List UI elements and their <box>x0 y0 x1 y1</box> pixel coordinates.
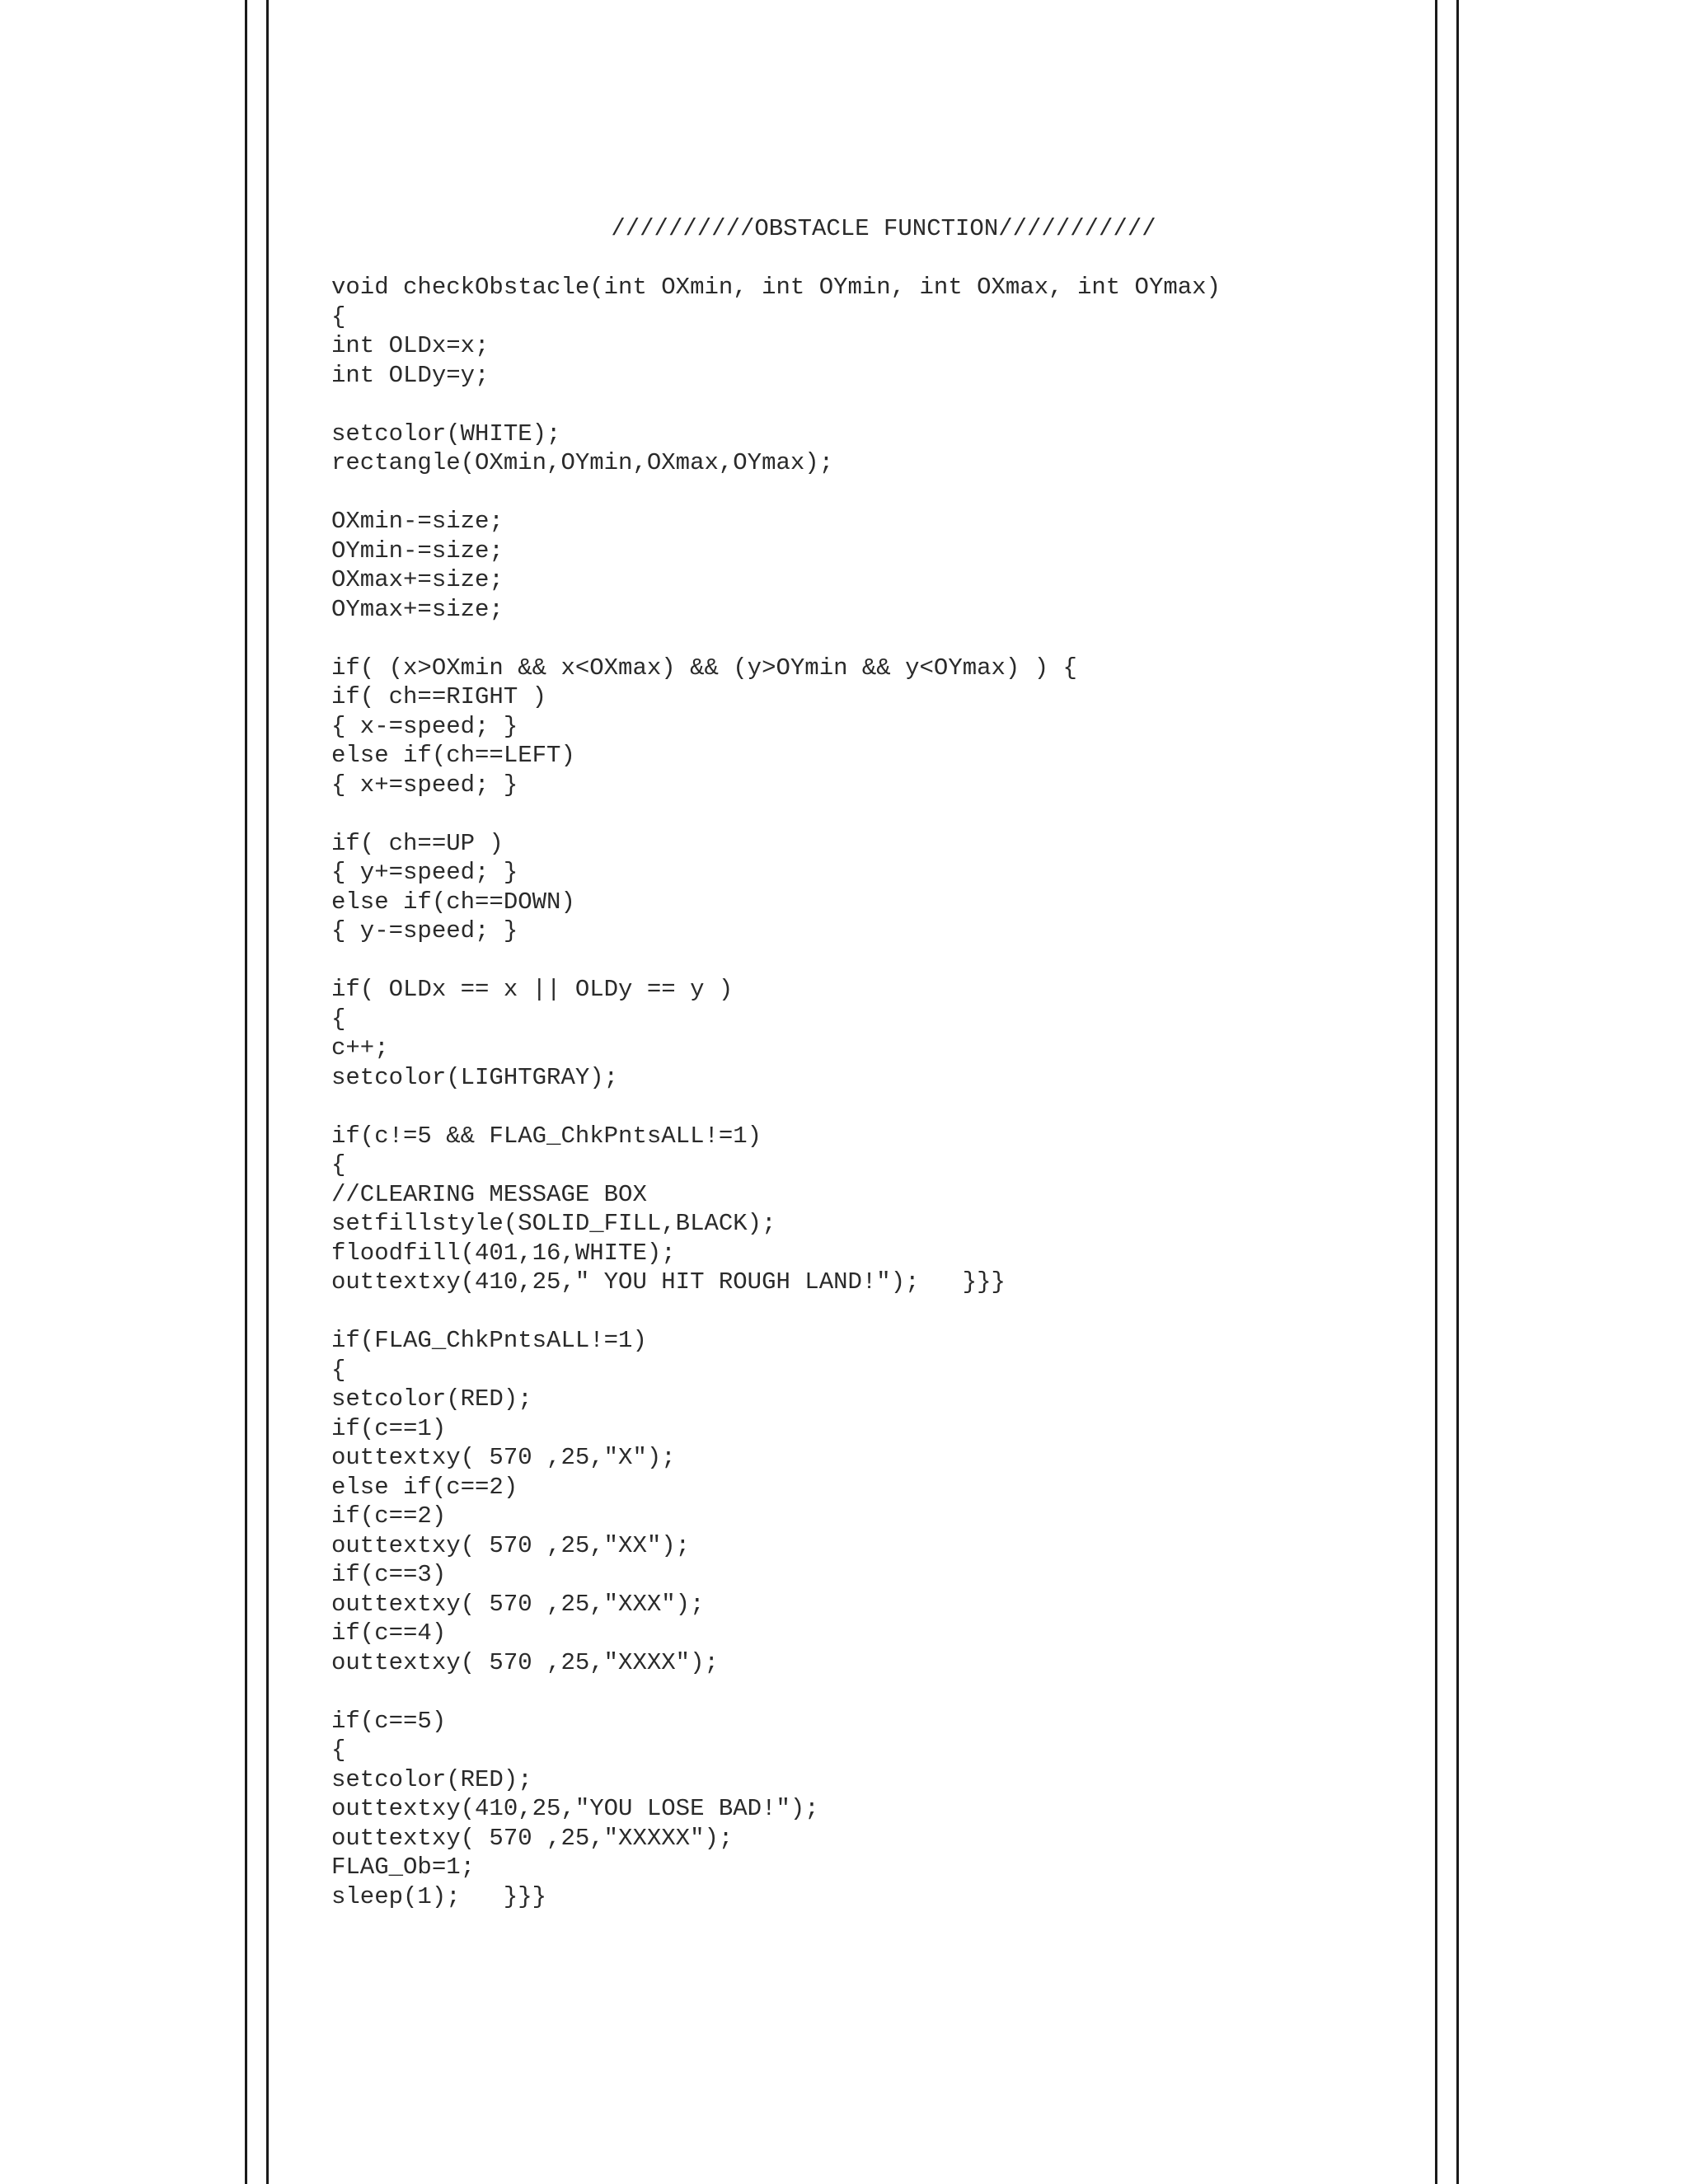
section-heading: //////////OBSTACLE FUNCTION/////////// <box>611 215 1156 242</box>
code-line: if(FLAG_ChkPntsALL!=1) <box>331 1327 647 1354</box>
code-line: if(c==5) <box>331 1707 447 1735</box>
code-line: setfillstyle(SOLID_FILL,BLACK); <box>331 1210 776 1237</box>
code-line: outtextxy( 570 ,25,"XX"); <box>331 1531 691 1559</box>
code-line: if( ch==RIGHT ) <box>331 683 547 710</box>
code-line: { y+=speed; } <box>331 859 518 886</box>
code-line <box>331 478 1221 508</box>
code-line: setcolor(WHITE); <box>331 419 561 448</box>
code-line <box>331 1092 1221 1122</box>
code-line <box>331 1297 1221 1327</box>
page-border-outer-right <box>1456 0 1459 2184</box>
code-line: setcolor(RED); <box>331 1765 532 1793</box>
code-line <box>331 1677 1221 1707</box>
code-line: floodfill(401,16,WHITE); <box>331 1239 676 1267</box>
code-line <box>331 624 1221 654</box>
code-line: outtextxy( 570 ,25,"XXX"); <box>331 1590 705 1618</box>
code-line: OXmin-=size; <box>331 508 504 535</box>
code-line: FLAG_Ob=1; <box>331 1854 476 1881</box>
page-border-inner-right <box>1435 0 1437 2184</box>
code-line: { <box>331 1736 346 1764</box>
code-line: outtextxy(410,25," YOU HIT ROUGH LAND!"); }}} <box>331 1268 1006 1296</box>
code-line: int OLDx=x; <box>331 332 490 359</box>
code-line: { <box>331 1151 346 1179</box>
code-line: OYmax+=size; <box>331 595 504 623</box>
code-line: { x+=speed; } <box>331 771 518 799</box>
code-line: if(c==3) <box>331 1561 447 1588</box>
code-line: c++; <box>331 1034 389 1062</box>
code-line <box>331 390 1221 419</box>
code-line: { <box>331 1356 346 1384</box>
code-line: OYmin-=size; <box>331 537 504 565</box>
code-line: else if(ch==DOWN) <box>331 888 575 916</box>
code-line: if(c!=5 && FLAG_ChkPntsALL!=1) <box>331 1122 762 1150</box>
code-line: OXmax+=size; <box>331 566 504 593</box>
code-line: { <box>331 302 346 330</box>
code-line: //CLEARING MESSAGE BOX <box>331 1180 647 1208</box>
code-line: { y-=speed; } <box>331 917 518 944</box>
code-line: if( OLDx == x || OLDy == y ) <box>331 976 734 1003</box>
code-line: outtextxy(410,25,"YOU LOSE BAD!"); <box>331 1795 819 1822</box>
code-line: if(c==1) <box>331 1414 447 1442</box>
code-line: setcolor(LIGHTGRAY); <box>331 1063 619 1091</box>
code-line: sleep(1); }}} <box>331 1882 547 1910</box>
code-line: else if(c==2) <box>331 1473 518 1501</box>
code-line: { x-=speed; } <box>331 712 518 740</box>
code-listing <box>331 273 1221 1911</box>
code-line <box>331 946 1221 976</box>
code-line: void checkObstacle(int OXmin, int OYmin, int OXmax, int OYmax) <box>331 274 1221 301</box>
code-line: outtextxy( 570 ,25,"XXXX"); <box>331 1648 719 1676</box>
code-line: outtextxy( 570 ,25,"X"); <box>331 1444 676 1471</box>
page-border-outer-left <box>245 0 247 2184</box>
code-line: rectangle(OXmin,OYmin,OXmax,OYmax); <box>331 449 834 476</box>
code-line: if( (x>OXmin && x<OXmax) && (y>OYmin && y<OYmax) ) { <box>331 654 1077 682</box>
code-line: if(c==4) <box>331 1619 447 1647</box>
code-line <box>331 799 1221 829</box>
code-line: if( ch==UP ) <box>331 829 504 857</box>
code-line: { <box>331 1005 346 1033</box>
page-border-inner-left <box>266 0 269 2184</box>
code-line: setcolor(RED); <box>331 1385 532 1413</box>
code-line: outtextxy( 570 ,25,"XXXXX"); <box>331 1824 734 1852</box>
code-line: else if(ch==LEFT) <box>331 742 575 769</box>
code-line: if(c==2) <box>331 1502 447 1530</box>
code-line: int OLDy=y; <box>331 361 490 389</box>
